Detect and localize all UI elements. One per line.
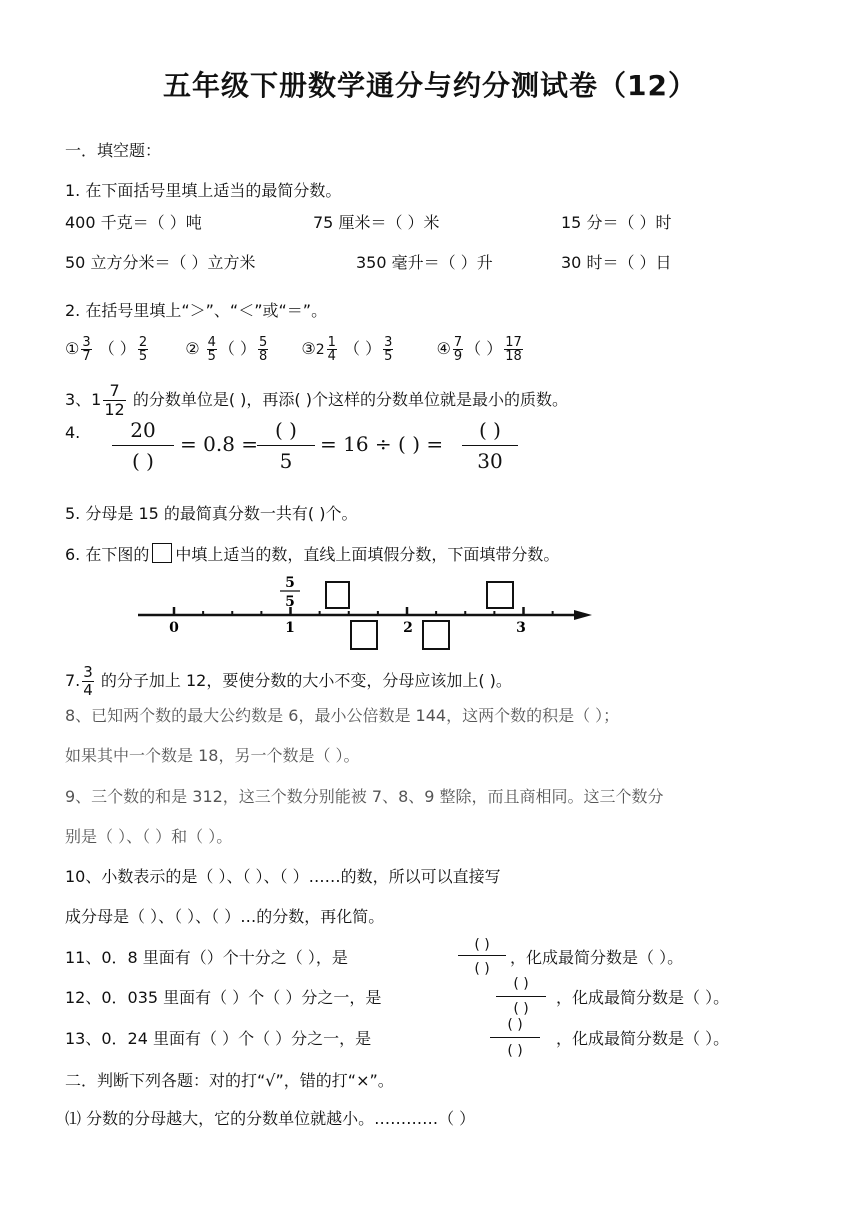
question-12-a: 12、0．035 里面有（ ）个（ ）分之一，是 — [65, 988, 382, 1007]
fraction: $\frac{7}{12}$ — [104, 381, 125, 419]
question-2-stem: 2. 在括号里填上“＞”、“＜”或“＝”。 — [65, 301, 328, 320]
question-1-stem: 1. 在下面括号里填上适当的最简分数。 — [65, 181, 342, 200]
q12-numerator: ( ) — [513, 976, 529, 992]
q6-text-after: 中填上适当的数，直线上面填假分数，下面填带分数。 — [175, 545, 560, 564]
blank: （ ） — [218, 339, 256, 358]
fraction-bar — [462, 445, 518, 446]
fraction-bar — [458, 955, 506, 956]
q4-blank-a: ( ) — [132, 449, 154, 473]
question-7 — [65, 664, 512, 699]
fraction: $\frac{7}{9}$ — [453, 336, 463, 364]
question-3 — [65, 382, 568, 419]
q7-prefix: 7. — [65, 671, 81, 690]
fraction-bar — [490, 1037, 540, 1038]
q1-row1-c: 15 分＝（ ）时 — [561, 213, 672, 232]
question-13-b: ，化成最简分数是（ ）。 — [556, 1029, 730, 1048]
fraction-bar — [496, 996, 546, 997]
q6-text-before: 6. 在下图的 — [65, 545, 150, 564]
q4-denominator-b: 5 — [279, 449, 293, 473]
blank: （ ） — [98, 339, 136, 358]
question-8-line2: 如果其中一个数是 18，另一个数是（ ）。 — [65, 746, 360, 765]
q1-row2-a: 50 立方分米＝（ ）立方米 — [65, 253, 256, 272]
tick-label-2: 2 — [403, 620, 413, 636]
tick-label-0: 0 — [169, 620, 179, 636]
q1-row2-b: 350 毫升＝（ ）升 — [356, 253, 493, 272]
circle-2: ② — [185, 339, 200, 358]
circle-1: ① — [65, 339, 80, 358]
question-11-a: 11、0．8 里面有（）个十分之（ ），是 — [65, 948, 348, 967]
q3-prefix: 3、1 — [65, 390, 102, 409]
section-heading-2: 二．判断下列各题：对的打“√”，错的打“×”。 — [65, 1071, 394, 1090]
q3-text: 的分数单位是( )，再添( )个这样的分数单位就是最小的质数。 — [132, 390, 568, 409]
q12-denominator: ( ) — [513, 1001, 529, 1017]
question-2-items — [65, 336, 525, 368]
fraction: $\frac{5}{8}$ — [259, 336, 268, 364]
question-11-b: ，化成最简分数是（ ）。 — [510, 948, 684, 967]
q4-blank-c: ( ) — [479, 418, 501, 442]
q1-row2-c: 30 时＝（ ）日 — [561, 253, 672, 272]
q1-row1-a: 400 千克＝（ ）吨 — [65, 213, 202, 232]
q1-row1-b: 75 厘米＝（ ）米 — [313, 213, 440, 232]
question-10-line2: 成分母是（ ）、（ ）、（ ）…的分数，再化简。 — [65, 907, 385, 926]
question-8-line1: 8、已知两个数的最大公约数是 6，最小公倍数是 144，这两个数的积是（ ）； — [65, 706, 620, 725]
answer-box-above-2[interactable] — [486, 581, 514, 609]
q4-numerator-a: 20 — [130, 418, 156, 442]
question-10-line1: 10、小数表示的是（ ）、（ ）、（ ）……的数，所以可以直接写 — [65, 867, 501, 886]
q13-denominator: ( ) — [507, 1043, 523, 1059]
question-4-number: 4. — [65, 423, 81, 442]
top-fraction-numerator: 5 — [285, 575, 295, 591]
fraction: $\frac{3}{4}$ — [83, 663, 93, 699]
q11-numerator: ( ) — [474, 937, 490, 953]
q11-denominator: ( ) — [474, 961, 490, 977]
question-9-line2: 别是（ ）、（ ）和（ ）。 — [65, 827, 233, 846]
page-title: 五年级下册数学通分与约分测试卷（12） — [163, 69, 697, 102]
question-12-b: ，化成最简分数是（ ）。 — [556, 988, 730, 1007]
fraction: $\frac{4}{5}$ — [207, 336, 216, 364]
answer-box-below-1[interactable] — [350, 620, 378, 650]
circle-4: ④ — [436, 339, 451, 358]
q4-denominator-c: 30 — [477, 449, 503, 473]
fraction: $\frac{1}{4}$ — [327, 336, 336, 364]
top-fraction-denominator: 5 — [285, 594, 295, 610]
fraction-bar — [257, 445, 315, 446]
tick-label-1: 1 — [285, 620, 295, 636]
fraction: $\frac{3}{5}$ — [384, 336, 393, 364]
q7-text: 的分子加上 12，要使分数的大小不变，分母应该加上( )。 — [100, 671, 512, 690]
whole-number: 2 — [315, 342, 325, 358]
fraction: $\frac{3}{7}$ — [82, 336, 91, 364]
fraction-bar — [112, 445, 174, 446]
arrow-head-icon — [574, 610, 592, 620]
fraction: $\frac{2}{5}$ — [138, 336, 148, 364]
question-5: 5. 分母是 15 的最简真分数一共有( )个。 — [65, 504, 358, 523]
circle-3: ③ — [301, 339, 316, 358]
q4-blank-b: ( ) — [275, 418, 297, 442]
q4-eq2: = 16 ÷ ( ) = — [320, 432, 444, 456]
empty-box-icon — [152, 543, 172, 563]
question-6 — [65, 543, 559, 566]
q4-eq1: = 0.8 = — [180, 432, 259, 456]
question-9-line1: 9、三个数的和是 312，这三个数分别能被 7、8、9 整除，而且商相同。这三个数分 — [65, 787, 664, 806]
section-heading: 一．填空题： — [65, 141, 162, 160]
answer-box-below-2[interactable] — [422, 620, 450, 650]
judge-item-1: ⑴ 分数的分母越大，它的分数单位就越小。…………（ ） — [65, 1109, 476, 1128]
blank: （ ） — [344, 339, 382, 358]
blank: （ ） — [465, 339, 503, 358]
fraction: $\frac{17}{18}$ — [505, 336, 522, 364]
tick-label-3: 3 — [516, 620, 526, 636]
q13-numerator: ( ) — [507, 1017, 523, 1033]
question-13-a: 13、0．24 里面有（ ）个（ ）分之一，是 — [65, 1029, 372, 1048]
answer-box-above-1[interactable] — [325, 581, 350, 609]
